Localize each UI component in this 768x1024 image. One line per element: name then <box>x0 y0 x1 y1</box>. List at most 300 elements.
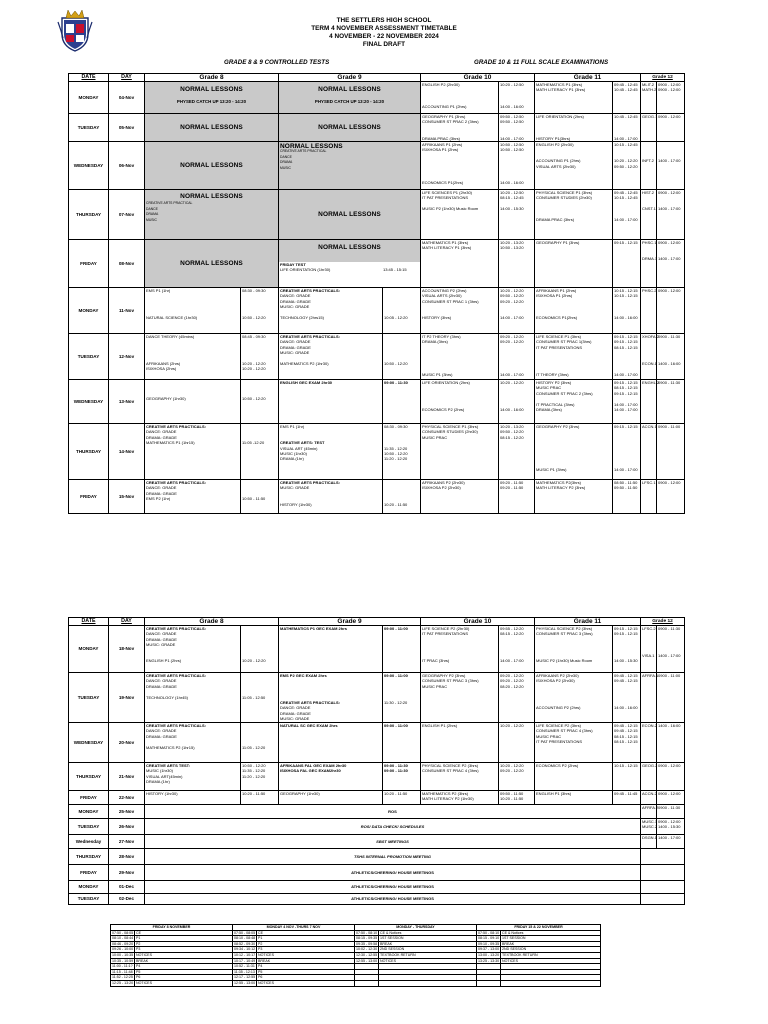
cell-line: 0900 - 12:00 <box>658 87 681 93</box>
cell-line: 0900 - 11:30 <box>658 334 681 339</box>
cell-line: 09:45 - 12:15 <box>614 673 638 678</box>
bell-time: 09:35 - 09:58 <box>356 941 378 946</box>
cell-line: 1400 - 17:00 <box>658 256 681 262</box>
g10-times <box>499 142 535 190</box>
g11-subjects <box>535 190 613 240</box>
bell-period: BREAK <box>257 958 355 964</box>
cell-line: DANCE: GRADE <box>280 705 311 711</box>
date-cell: 19-Nov <box>109 673 145 723</box>
g9-subjects <box>279 791 383 805</box>
cell-line: AFRIKAANS FAL GEC EXAM 2hr30 <box>280 763 347 768</box>
cell-line: NATURAL SCIENCE (1hr30) <box>146 314 198 320</box>
g9-cell: NORMAL LESSONS FRIDAY TEST LIFE ORIENTATION (1hr30) 13:45 - 15:15 <box>279 240 421 288</box>
g12-times <box>657 288 685 334</box>
bell-period: CE <box>257 930 355 936</box>
cell-line: HISTORY (1hr30) <box>146 791 178 796</box>
g9-times <box>383 288 421 334</box>
col-grade12: Grade 12 <box>641 74 685 82</box>
cell-line: CREATIVE ARTS PRACTICALS: <box>280 699 340 705</box>
g8-cell: NORMAL LESSONS PHYSED CATCH UP 13:20 - 14:20 <box>145 82 279 114</box>
bell-time: 08:10 - 08:44 <box>112 936 134 941</box>
bell-time: 08:15 - 09:35 <box>356 936 378 941</box>
g10-times <box>499 673 535 723</box>
g11-subjects <box>535 763 613 791</box>
g9-subjects <box>279 424 383 480</box>
g11-times <box>613 380 641 424</box>
date-cell: 04-Nov <box>109 82 145 114</box>
cell-line: PHSC.1 <box>642 240 657 245</box>
cell-line: MATHEMATICS P2(3hrs) <box>536 480 581 485</box>
g12-subjects <box>641 424 657 480</box>
g9-times <box>383 380 421 424</box>
g10-times <box>499 240 535 288</box>
cell-line: CREATIVE ARTS PRACTICALS: <box>146 480 206 485</box>
g10-times <box>499 626 535 673</box>
bell-time <box>355 980 379 986</box>
bell-period: P6 <box>135 975 233 981</box>
cell-line: 10:20 - 12:20 <box>500 723 524 728</box>
cell-line: MUSIC PRAC <box>536 385 562 391</box>
cell-line: 0900 - 12:00 <box>658 114 681 119</box>
cell-line: 14:00 - 17:00 <box>500 658 524 664</box>
cell-line: ACCN.1 <box>642 424 657 429</box>
bell-time: 09:10 - 09:35 <box>478 941 500 946</box>
g10-times <box>499 763 535 791</box>
cell-line: DRAMA: GRADE <box>146 490 177 496</box>
g11-times <box>613 82 641 114</box>
g11-subjects <box>535 480 613 514</box>
bell-time: 07:50 - 08:05 <box>112 930 134 935</box>
cell-line: 08:15 - 12:20 <box>500 434 524 440</box>
g11-times <box>613 142 641 190</box>
bell-period: NOTICES <box>257 952 355 958</box>
cell-line: MUSIC <box>146 217 157 222</box>
cell-line: 10:15 - 12:45 <box>614 195 638 201</box>
date-cell: 27-Nov <box>109 835 145 849</box>
cell-line: 11:05 - 12:20 <box>242 744 266 750</box>
cell-line: ENGLISH P2 (2hr30) <box>422 82 460 87</box>
row-11-nov <box>69 288 685 334</box>
cell-line: 09:45 - 12:15 <box>614 678 638 684</box>
timetable-title: TERM 4 NOVEMBER ASSESSMENT TIMETABLE <box>311 25 457 32</box>
bell-period: P3 <box>135 947 233 953</box>
g10-subjects <box>421 142 499 190</box>
cell-line: MUSIC: GRADE <box>146 642 176 648</box>
row-26-nov <box>69 819 685 835</box>
cell-line: ACCOUNTING P1 (2hrs) <box>422 103 467 109</box>
cell-line: 09:50 - 12:20 <box>500 429 524 435</box>
cell-line: CREATIVE ARTS: TEST <box>280 440 325 446</box>
col-grade11: Grade 11 <box>535 74 641 82</box>
cell-line: AFRIKAANS P1 (2hrs) <box>536 288 577 293</box>
cell-line: 09:50 - 12:50 <box>500 114 524 119</box>
date-cell: 18-Nov <box>109 626 145 673</box>
g10-times <box>499 791 535 805</box>
cell-line: CONSUMER ST PRAC 3 (3hrs) <box>422 678 479 684</box>
day-cell: TUESDAY <box>69 114 109 142</box>
bell-period: NOTICES <box>379 958 477 964</box>
cell-line: EMS P1 (1hr) <box>280 424 305 429</box>
bell-time: 12:55 - 13:00 <box>356 958 378 963</box>
cell-line: ISIXHOSA P1 (2hrs) <box>536 293 573 299</box>
bell-time: 08:10 - 08:48 <box>234 936 256 941</box>
cell-line: MUSIC: GRADE <box>280 716 310 722</box>
cell-line: IT P2 THEORY (3hrs) <box>422 334 461 339</box>
cell-line: 09:15 - 12:15 <box>614 334 638 339</box>
day-cell: MONDAY <box>69 881 109 894</box>
day-cell: WEDNESDAY <box>69 723 109 763</box>
cell-line: VISUAL ARTS (2hr30) <box>422 293 462 299</box>
promotion-meeting-banner: TSHS INTERNAL PROMOTION MEETING <box>145 849 641 865</box>
g10-subjects <box>421 380 499 424</box>
g12-subjects <box>641 334 657 380</box>
g8-subjects <box>145 480 241 514</box>
cell-line: GEOGRAPHY (1hr30) <box>146 396 186 402</box>
cell-line: 08:15 - 12:45 <box>500 195 524 201</box>
cell-line: GEOG.1 <box>642 114 658 119</box>
row-12-nov <box>69 334 685 380</box>
cell-line: 09:50 - 11:50 <box>500 791 524 796</box>
cell-line: 0900 - 11:00 <box>658 673 681 678</box>
g11-times <box>613 190 641 240</box>
cell-line: MUSIC <box>280 165 291 170</box>
cell-line: 10:45 - 12:45 <box>614 87 638 93</box>
cell-line: 14:00 - 17:00 <box>500 314 524 320</box>
cell-line: DRAMA <box>146 212 159 217</box>
cell-line: 0900 - 12:00 <box>658 819 681 824</box>
cell-line <box>242 779 277 784</box>
g11-subjects <box>535 424 613 480</box>
cell-line: 09:15 - 12:15 <box>614 626 638 631</box>
day-cell: THURSDAY <box>69 424 109 480</box>
g9-cell: NORMAL LESSONS <box>279 114 421 142</box>
col-grade9: Grade 9 <box>279 618 421 626</box>
cell-line: CREATIVE ARTS PRACTICAL <box>280 149 327 154</box>
cell-line: GEOGRAPHY P2 (3hrs) <box>422 673 466 678</box>
cell-line: 09:00 - 11:30 <box>384 763 408 768</box>
g10-times <box>499 380 535 424</box>
row-13-nov <box>69 380 685 424</box>
cell-line: 11:35 - 12:20 <box>384 445 408 451</box>
g8-subjects <box>145 334 241 380</box>
cell-line: MATH LITERACY P1 (3hrs) <box>422 245 472 251</box>
cell-line: 10:45 - 12:45 <box>614 114 638 119</box>
g8-subjects <box>145 763 241 791</box>
cell-line: 0900 - 12:00 <box>658 240 681 245</box>
cell-line: DRAMA: GRADE <box>280 344 311 350</box>
date-cell: 28-Nov <box>109 849 145 865</box>
cell-line: 0900 - 12:00 <box>658 480 681 485</box>
bell-time: 11:52 - 12:25 <box>112 975 133 980</box>
cell-line: 08:50 - 11:50 <box>614 480 638 485</box>
cell-line: ACCOUNTING P2 (2hrs) <box>422 288 467 293</box>
g9-subjects <box>279 626 383 673</box>
cell-line: ISIXHOSA P1 (2hrs) <box>422 147 459 153</box>
cell-line: CREATIVE ARTS PRACTICALS: <box>280 288 340 293</box>
cell-line: 14:00 - 16:00 <box>614 705 638 711</box>
g10-times <box>499 334 535 380</box>
g8-times <box>241 626 279 673</box>
cell-line: ACCOUNTING P1 (2hrs) <box>536 158 581 164</box>
cell-line: DANCE: GRADE <box>146 631 177 637</box>
g12-times <box>657 334 685 380</box>
g11-times <box>613 763 641 791</box>
g8-subjects <box>145 673 241 723</box>
cell-line: DRAMA: GRADE <box>146 733 177 739</box>
cell-line: 10:50 - 11:50 <box>242 496 266 502</box>
cell-line: TECHNOLOGY (2hrs15) <box>280 314 324 320</box>
cell-line: 09:45 - 12:15 <box>614 728 638 734</box>
g11-times <box>613 673 641 723</box>
bell-period <box>379 980 477 986</box>
cell-line: VISUAL ART (45min) <box>280 445 318 451</box>
row-27-nov <box>69 835 685 849</box>
cell-line: CREATIVE ARTS PRACTICALS: <box>280 480 340 485</box>
g9-times <box>383 723 421 763</box>
bell-time: 07:50 - 08:10 <box>356 930 378 935</box>
g8-cell: NORMAL LESSONS <box>145 114 279 142</box>
cell-line: 14:00 - 16:00 <box>500 179 524 185</box>
bell-time: 10:17 - 10:49 <box>234 958 256 963</box>
col-date: DATE <box>69 618 109 626</box>
g12-times <box>657 673 685 723</box>
bell-time: 08:15 - 09:10 <box>478 936 500 941</box>
g9-subjects <box>279 380 383 424</box>
cell-line: 09:20 - 12:20 <box>500 673 524 678</box>
cell-line: MATH LITERACY P2 (3hrs) <box>536 485 586 491</box>
bell-period: P4 <box>257 964 355 970</box>
cell-line: 1400 - 16:00 <box>658 723 681 728</box>
cell-line: 10:05 - 12:20 <box>384 314 408 320</box>
cell-line: 11:05 -12:20 <box>242 440 265 446</box>
row-07-nov <box>69 190 685 240</box>
day-cell: MONDAY <box>69 82 109 114</box>
cell-line: 11:05 - 12:50 <box>242 694 266 700</box>
cell-line: 0900 - 12:00 <box>658 82 681 87</box>
cell-line: MUSIC P1 (3hrs) <box>536 467 567 473</box>
bell-time: 08:52 - 09:30 <box>234 941 256 946</box>
col-date: DATE <box>69 74 109 82</box>
cell-line: ENGLISH P1 (2hrs) <box>422 723 458 728</box>
bell-schedule <box>110 924 601 987</box>
g12-times <box>657 791 685 805</box>
cell-line: 10:50 - 12:50 <box>500 147 524 153</box>
cell-line: ISIXHOSA P2 (2hr30) <box>536 678 575 684</box>
bell-time <box>477 980 501 986</box>
bell-time: 10:52 - 11:31 <box>234 964 255 969</box>
cell-line: 10:20 - 12:20 <box>500 380 524 385</box>
g8-subjects <box>145 380 241 424</box>
cell-line: MATH LITERACY P1 (3hrs) <box>536 87 586 93</box>
g12-subjects <box>641 114 657 142</box>
cell-line: LFSC.1 <box>642 480 656 485</box>
cell-line: LIFE SCIENCE P1 (3hrs) <box>536 334 581 339</box>
cell-line: ECON.2 <box>642 723 657 728</box>
row-05-nov <box>69 114 685 142</box>
row-25-nov <box>69 805 685 819</box>
day-cell: FRIDAY <box>69 791 109 805</box>
cell-line: 14:00 - 17:00 <box>614 135 638 141</box>
cell-line: LIFE ORIENTATION (2hrs) <box>536 114 584 119</box>
cell-line: PHYSICAL SCIENCE P2 (3hrs) <box>536 626 593 631</box>
cell-line: MUSC.1 <box>642 819 658 824</box>
g10-subjects <box>421 626 499 673</box>
g12-subjects <box>641 190 657 240</box>
bell-period: P2 <box>257 941 355 947</box>
cell-line: HISTORY (3hrs) <box>422 314 452 320</box>
cell-line: 09:20 - 12:20 <box>500 768 524 774</box>
cell-line: 09:15 - 12:15 <box>614 380 638 385</box>
g11-times <box>613 480 641 514</box>
cell-line: CONSUMER ST PRAC 2 (3hrs) <box>536 390 593 396</box>
col-grade9: Grade 9 <box>279 74 421 82</box>
g11-subjects <box>535 288 613 334</box>
cell-line: 09:50 - 12:50 <box>500 119 524 125</box>
cell-line: 10:50 - 12:20 <box>242 314 266 320</box>
bell-time: 13:25 - 13:30 <box>478 958 500 963</box>
cell-line: IT PAT PRESENTATIONS <box>422 631 469 637</box>
cell-line: 10:20 - 12:20 <box>614 158 638 164</box>
cell-line: 08:15 - 12:15 <box>614 739 638 745</box>
cell-line: 09:55 - 12:20 <box>500 626 524 631</box>
bell-period: BREAK <box>501 941 601 947</box>
g8-times <box>241 723 279 763</box>
date-cell: 22-Nov <box>109 791 145 805</box>
day-cell: FRIDAY <box>69 480 109 514</box>
cell-line: 10:50 - 12:20 <box>384 360 408 366</box>
g9-times <box>383 424 421 480</box>
cell-line: MATHEMATICS P1 (3hrs) <box>422 240 469 245</box>
cell-line: MATHEMATICS P1 GEC EXAM 2hrs <box>280 626 347 631</box>
cell-line: 0900 - 11:00 <box>658 424 681 429</box>
cell-line: AFRFA.1 <box>642 673 659 678</box>
bell-period: NOTICES <box>257 980 355 986</box>
day-cell: WEDNESDAY <box>69 380 109 424</box>
cell-line: 09:50 - 11:50 <box>614 485 638 491</box>
cell-line: PHYSICAL SCIENCE P1 (3hrs) <box>536 190 593 195</box>
cell-line: 1400 - 17:00 <box>658 835 681 840</box>
timetable-week1 <box>68 73 685 514</box>
g11-times <box>613 288 641 334</box>
g8-subjects <box>145 626 241 673</box>
g10-subjects <box>421 791 499 805</box>
cell-line: ECONOMICS P2 (2hrs) <box>422 406 465 412</box>
g11-subjects <box>535 723 613 763</box>
cell-line: 10:20 - 11:50 <box>384 791 408 796</box>
cell-line: 10:20 - 12:20 <box>242 366 266 372</box>
cell-line: XHOFA.2 <box>642 334 659 339</box>
cell-line: 10:50 - 12:20 <box>242 763 266 768</box>
g12-subjects <box>641 380 660 424</box>
cell-line: 0900 - 12:00 <box>658 791 681 796</box>
cell-line: 11:20 - 12:20 <box>242 773 266 779</box>
bell-period: NOTICES <box>501 958 601 964</box>
bell-time: 08:46 - 09:20 <box>112 941 134 946</box>
g11-subjects <box>535 82 613 114</box>
g11-subjects <box>535 334 613 380</box>
date-range: 4 NOVEMBER - 22 NOVEMBER 2024 <box>329 33 439 40</box>
cell-line: GEOGRAPHY P1 (3hrs) <box>422 114 466 119</box>
row-29-nov <box>69 865 685 881</box>
cell-line: 14:00 - 17:00 <box>500 135 524 141</box>
athletics-banner: ATHLETICS/CHEERING/ HOUSE MEETINGS <box>145 881 641 894</box>
g12-subjects <box>641 142 657 190</box>
cell-line: LIFE SCIENCE P2 (2hr30) <box>422 626 470 631</box>
cell-line: 14:00 - 15:30 <box>614 658 638 664</box>
cell-line: 09:20 - 12:20 <box>500 339 524 345</box>
cell-line: 10:50 - 12:20 <box>242 396 266 402</box>
g12-subjects <box>641 626 657 673</box>
g10-times <box>499 82 535 114</box>
g11-times <box>613 114 641 142</box>
col-grade8: Grade 8 <box>145 618 279 626</box>
cell-line: 09:20 - 11:50 <box>500 480 524 485</box>
cell-line: MATHEMATICS P1 (1hr15) <box>146 440 195 446</box>
row-28-nov <box>69 849 685 865</box>
cell-line: 10:50 - 12:20 <box>384 450 408 456</box>
cell-line: MUSIC PRAC <box>536 733 562 739</box>
bell-time: 09:34 - 10:12 <box>234 947 256 952</box>
g8-subjects <box>145 723 241 763</box>
cell-line: CREATIVE ARTS PRACTICALS: <box>146 424 206 429</box>
cell-line: 10:15 - 12:15 <box>614 763 638 768</box>
cell-line: DRAMA (1hr) <box>280 456 304 462</box>
cell-line: HISTORY P2 (3hrs) <box>536 380 572 385</box>
cell-line: 0900 - 12:00 <box>658 288 681 293</box>
bell-period: BREAK <box>379 941 477 947</box>
bell-period: P1 <box>257 936 355 942</box>
g12-times <box>657 480 685 514</box>
cell-line: 10:20 - 12:50 <box>500 190 524 195</box>
g8-times <box>241 673 279 723</box>
cell-line: 08:15 - 12:15 <box>614 385 638 391</box>
g8-times <box>241 480 279 514</box>
cell-line: DRAMA (3hrs) <box>422 339 448 345</box>
cell-line: 09:00 - 11:00 <box>384 673 408 678</box>
bell-period: P2 <box>135 941 233 947</box>
bell-period <box>501 980 601 986</box>
row-21-nov <box>69 763 685 791</box>
cell-line: LIFE SCIENCES P1 (2hr30) <box>422 190 473 195</box>
cell-line: 08:45 - 09:30 <box>242 334 266 339</box>
row-18-nov <box>69 626 685 673</box>
day-cell: MONDAY <box>69 288 109 334</box>
g12-times <box>657 763 685 791</box>
g8-cell: NORMAL LESSONS <box>145 240 279 288</box>
g10-subjects <box>421 480 499 514</box>
cell-line: ENGLISH GEC EXAM 2hr30 <box>280 380 333 385</box>
date-cell: 15-Nov <box>109 480 145 514</box>
cell-line: CONSUMER STUDIES (2hr30) <box>422 429 478 435</box>
col-grade11: Grade 11 <box>535 618 641 626</box>
g10-times <box>499 288 535 334</box>
cell-line: 09:20 - 12:20 <box>500 678 524 684</box>
bell-period: CE <box>135 930 233 936</box>
row-22-nov <box>69 791 685 805</box>
g12-times <box>657 190 685 240</box>
cell-line: 10:20 - 13:20 <box>500 240 524 245</box>
cell-line: 09:50 - 12:20 <box>500 293 524 299</box>
bell-time: 07:50 - 08:05 <box>234 930 256 935</box>
g12-subjects <box>641 240 657 288</box>
cell-line: INFT.2 <box>642 158 654 164</box>
cell-line: IT PAT PRESENTATIONS <box>536 344 583 350</box>
cell-line: GEOGRAPHY P1 (3hrs) <box>536 240 580 245</box>
cell-line: 09:00 - 11:30 <box>384 768 408 774</box>
cell-line: DANCE: GRADE <box>280 293 311 299</box>
cell-line: VISUAL ARTS (2hr30) <box>536 163 576 169</box>
cell-line: 14:00 - 16:00 <box>500 406 524 412</box>
